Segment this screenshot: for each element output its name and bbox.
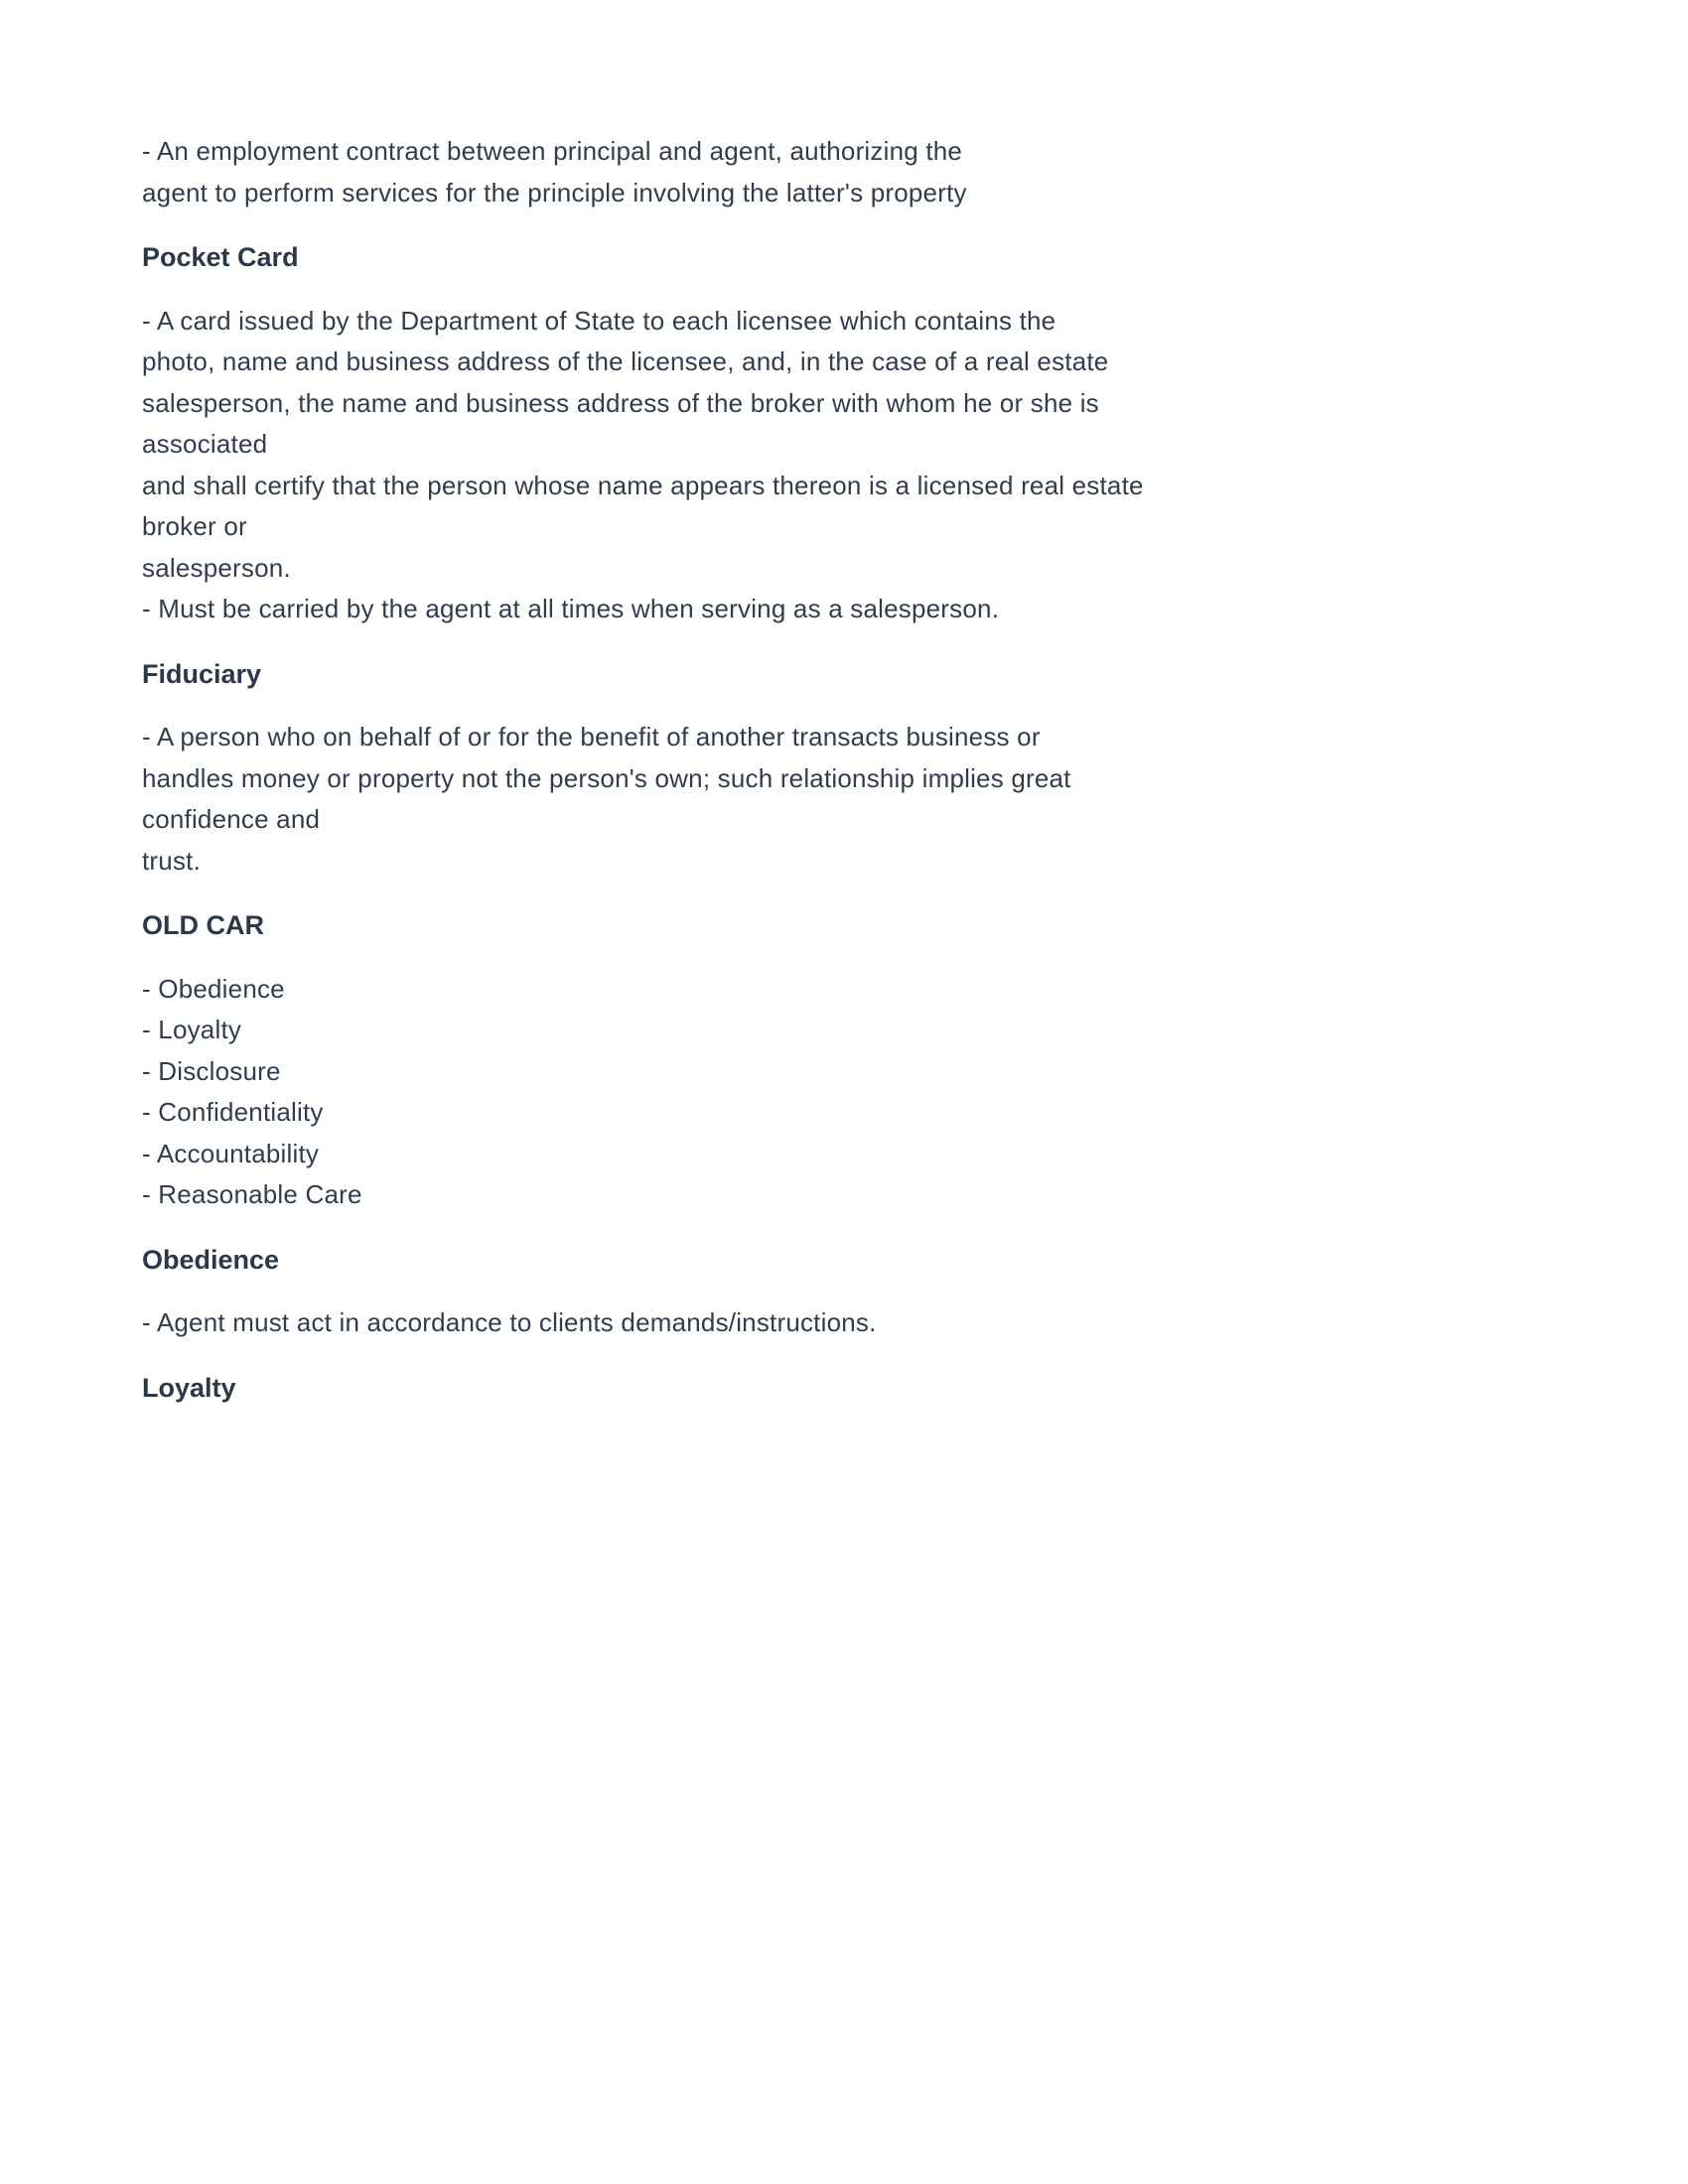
- document-content: [142, 131, 1569, 1431]
- list-item: - Loyalty: [142, 1015, 242, 1044]
- list-item: - Reasonable Care: [142, 1179, 362, 1209]
- list-item: - Accountability: [142, 1138, 320, 1168]
- text-line: associated: [142, 429, 268, 459]
- text-line: agent to perform services for the principle involving the latter's property: [142, 177, 967, 207]
- list-item: - Obedience: [142, 973, 285, 1004]
- text-line: trust.: [142, 845, 201, 876]
- text-line: photo, name and business address of the licensee, and, in the case of a real estate: [142, 346, 1109, 376]
- heading-loyalty: Loyalty: [142, 1372, 236, 1403]
- list-old-car: [142, 969, 1569, 1216]
- text-line: - An employment contract between principal and agent, authorizing the: [142, 136, 963, 166]
- heading-pocket-card: Pocket Card: [142, 242, 299, 272]
- text-line: - A person who on behalf of or for the benefit of another transacts business or: [142, 722, 1041, 751]
- heading-fiduciary: Fiduciary: [142, 658, 262, 689]
- paragraph-pocket-card: [142, 301, 1569, 630]
- text-line: salesperson.: [142, 552, 291, 583]
- text-line: salesperson, the name and business address of the broker with whom he or she is: [142, 387, 1099, 418]
- text-line: handles money or property not the person's own; such relationship implies great: [142, 762, 1071, 793]
- text-line: and shall certify that the person whose name appears thereon is a licensed real estate: [142, 470, 1144, 500]
- text-line: confidence and: [142, 804, 321, 834]
- text-line: - Agent must act in accordance to clients demands/instructions.: [142, 1307, 877, 1337]
- list-item: - Disclosure: [142, 1055, 281, 1086]
- heading-obedience: Obedience: [142, 1244, 280, 1275]
- heading-old-car: OLD CAR: [142, 910, 264, 940]
- list-item: - Confidentiality: [142, 1097, 324, 1127]
- paragraph-agency-contract: [142, 131, 1569, 213]
- text-line: broker or: [142, 511, 247, 541]
- text-line: - Must be carried by the agent at all times when serving as a salesperson.: [142, 594, 1000, 623]
- text-line: - A card issued by the Department of State to each licensee which contains the: [142, 305, 1056, 336]
- paragraph-obedience: [142, 1302, 1569, 1344]
- paragraph-fiduciary: [142, 717, 1569, 882]
